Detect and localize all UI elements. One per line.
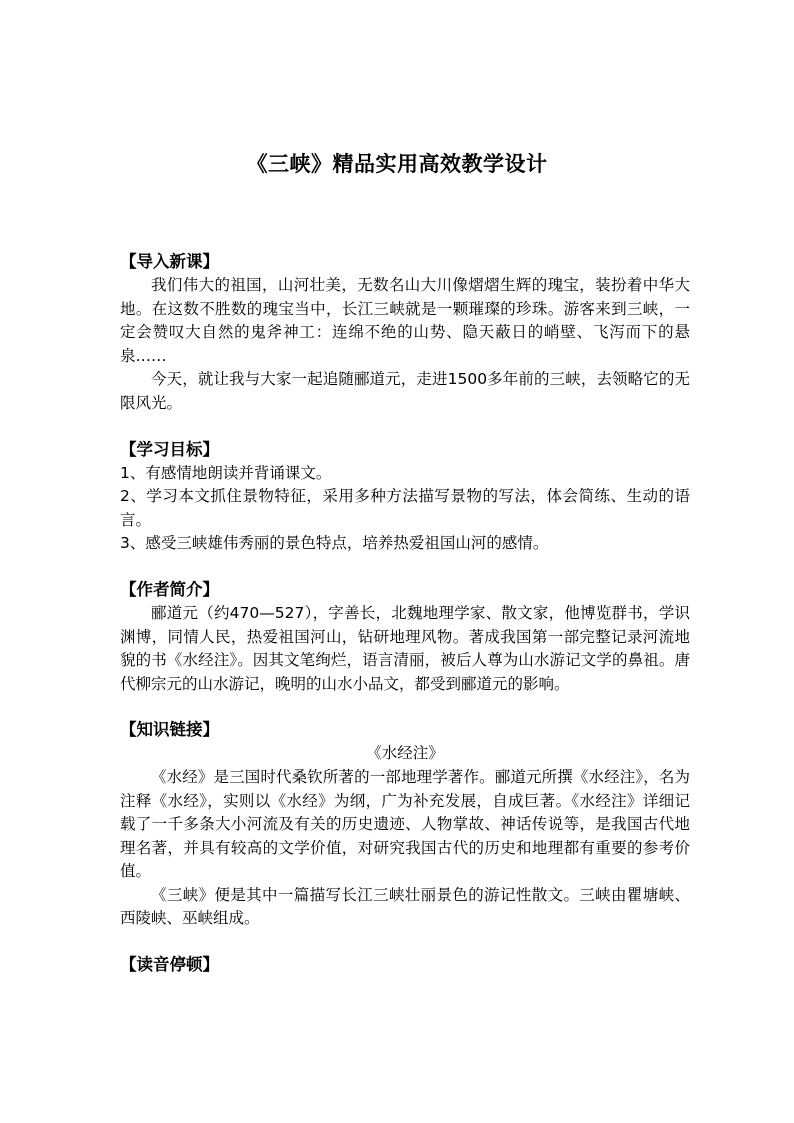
section-heading-author: 【作者简介】: [120, 579, 219, 599]
section-heading-goals: 【学习目标】: [120, 439, 219, 459]
section-heading-knowledge: 【知识链接】: [120, 720, 219, 740]
section-heading-reading: 【读音停顿】: [120, 955, 219, 975]
knowledge-subtitle: 《水经注》: [366, 744, 444, 763]
section-knowledge: [120, 718, 690, 931]
section-reading: [120, 953, 690, 977]
goal-item-2: 2、学习本文抓住景物特征，采用多种方法描写景物的写法，体会简练、生动的语言。: [120, 487, 690, 529]
knowledge-paragraph-1: 《水经》是三国时代桑钦所著的一部地理学著作。郦道元所撰《水经注》，名为注释《水经》，实则以《水经》为纲，广为补充发展，自成巨著。《水经注》详细记载了一千多条大小河流及有关的历史遗迹、人物掌故、神话传说等，是我国古代地理名著，并具有较高的文学价值，对研究我国古代的历史和地理都有重要的参考价值。: [120, 767, 690, 881]
goal-item-1: 1、有感情地朗读并背诵课文。: [120, 463, 332, 482]
document-body: [120, 250, 690, 999]
author-paragraph: 郦道元（约470—527），字善长，北魏地理学家、散文家，他博览群书，学识渊博，同情人民，热爱祖国河山，钻研地理风物。著成我国第一部完整记录河流地貌的书《水经注》。因其文笔绚烂，语言清丽，被后人尊为山水游记文学的鼻祖。唐代柳宗元的山水游记，晚明的山水小品文，都受到郦道元的影响。: [120, 603, 690, 693]
document-title: 《三峡》精品实用高效教学设计: [246, 152, 548, 176]
section-author: [120, 578, 690, 696]
goal-item-3: 3、感受三峡雄伟秀丽的景色特点，培养热爱祖国山河的感情。: [120, 534, 549, 553]
intro-paragraph-2: 今天，就让我与大家一起追随郦道元，走进1500多年前的三峡，去领略它的无限风光。: [120, 370, 690, 412]
intro-paragraph-1: 我们伟大的祖国，山河壮美，无数名山大川像熠熠生辉的瑰宝，装扮着中华大地。在这数不胜数的瑰宝当中，长江三峡就是一颗璀璨的珍珠。游客来到三峡，一定会赞叹大自然的鬼斧神工：连绵不绝的山势、隐天蔽日的峭壁、飞泻而下的悬泉……: [120, 276, 690, 365]
section-heading-intro: 【导入新课】: [120, 252, 219, 271]
knowledge-paragraph-2: 《三峡》便是其中一篇描写长江三峡壮丽景色的游记性散文。三峡由瞿塘峡、西陵峡、巫峡组成。: [120, 885, 690, 928]
section-intro: [120, 250, 690, 416]
section-goals: [120, 438, 690, 556]
